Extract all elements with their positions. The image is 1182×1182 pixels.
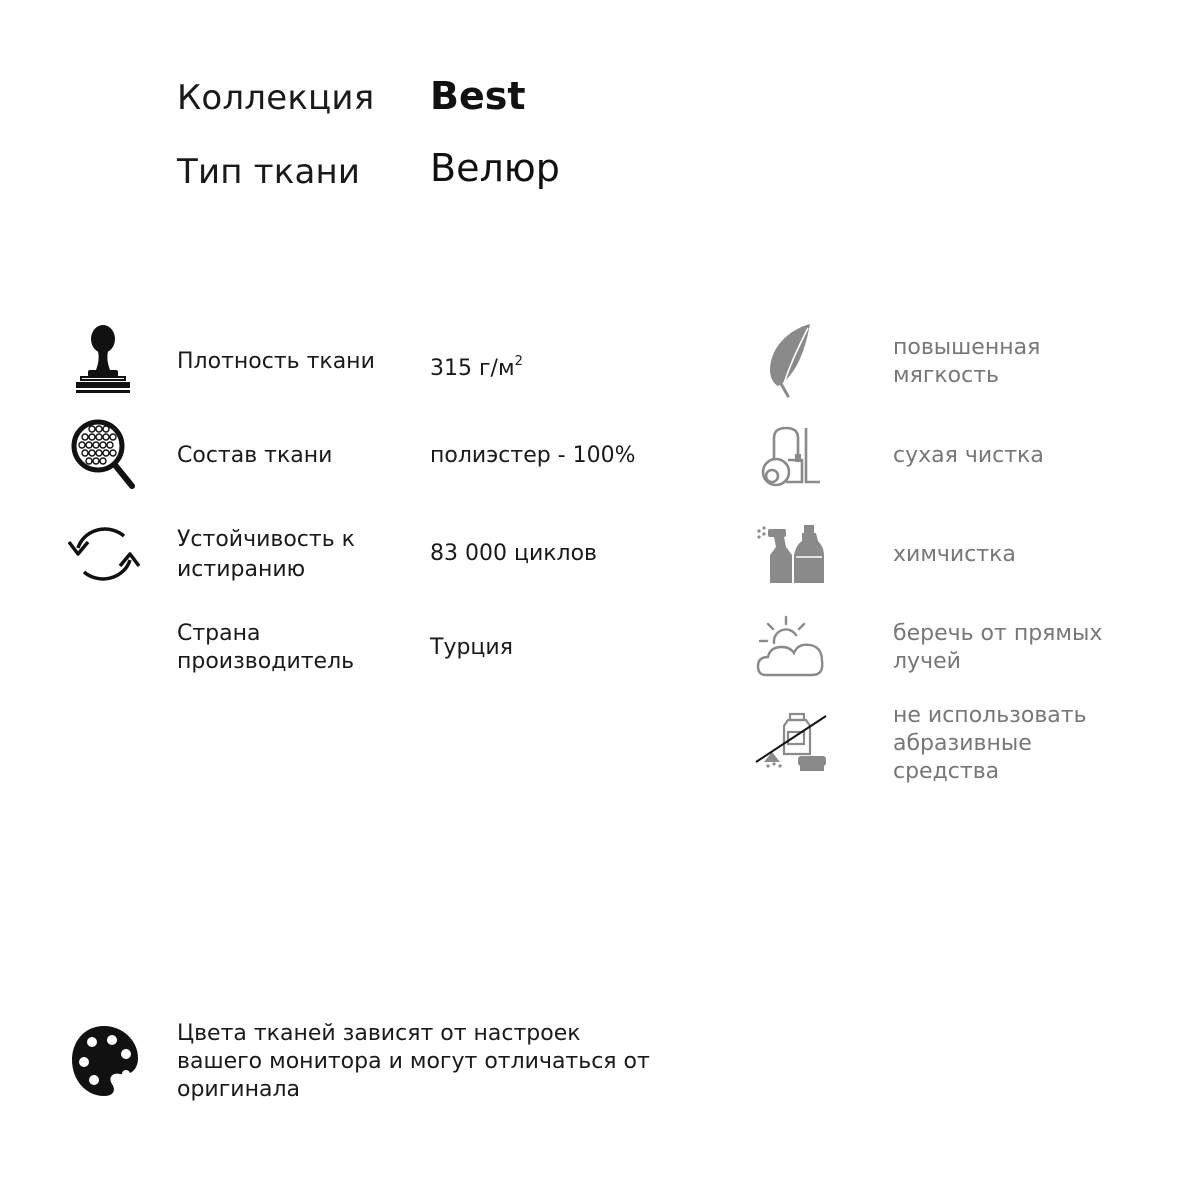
collection-value: Best [430,74,526,118]
spec-label-country: Страна производитель [177,621,355,674]
magnifier-fabric-icon [70,418,138,492]
spec-label-abrasion: Устойчивость к истиранию [177,527,355,582]
stamp-icon [74,324,132,396]
spec-value-density: 315 $г/м^2$ [430,354,523,381]
spec-value-country: Турция [430,635,513,660]
no-abrasives-icon [754,712,828,774]
palette-icon [70,1024,140,1098]
care-label-chemical-cleaning: химчистка [893,542,1016,567]
spec-label-composition: Состав ткани [177,443,333,468]
sun-cloud-icon [756,615,826,679]
fabric-type-label: Тип ткани [177,152,361,192]
spec-label-density: Плотность ткани [177,349,375,374]
spray-bottles-icon [756,523,824,585]
collection-label: Коллекция [177,78,375,118]
spec-value-abrasion: 83 000 циклов [430,541,598,566]
rotation-arrows-icon [66,522,142,586]
spec-value-composition: полиэстер - 100% [430,443,636,468]
care-label-direct-sunlight: беречь от прямых лучей [893,621,1103,674]
care-label-dry-cleaning: сухая чистка [893,443,1044,468]
vacuum-cleaner-icon [758,424,824,488]
color-disclaimer-note: Цвета тканей зависят от настроек вашего монитора и могут отличаться от оригинала [177,1021,650,1102]
care-label-no-abrasives: не использовать абразивные средства [893,703,1087,784]
feather-icon [764,322,816,398]
care-label-softness: повышенная мягкость [893,335,1041,388]
fabric-type-value: Велюр [430,146,560,190]
